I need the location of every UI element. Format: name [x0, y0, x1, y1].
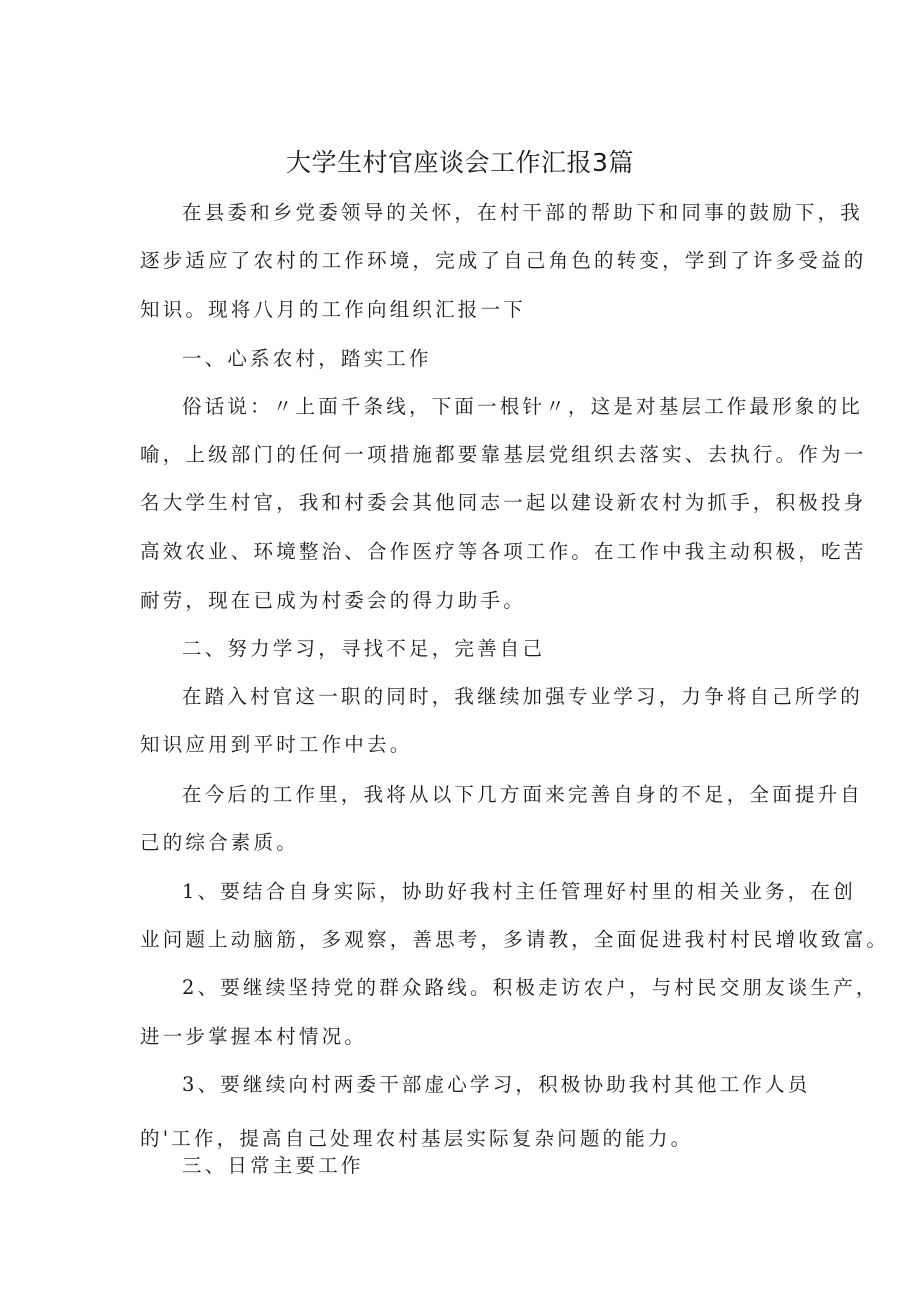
paragraph-line: 逐步适应了农村的工作环境，完成了自己角色的转变，学到了许多受益的	[140, 249, 867, 272]
list-item-line: 的'工作，提高自己处理农村基层实际复杂问题的能力。	[140, 1127, 694, 1150]
paragraph-line: 俗话说：〃上面千条线，下面一根针〃，这是对基层工作最形象的比	[182, 395, 864, 418]
paragraph-line: 己的综合素质。	[140, 831, 299, 854]
paragraph-line: 在今后的工作里，我将从以下几方面来完善自身的不足，全面提升自	[182, 783, 864, 806]
list-item-line: 进一步掌握本村情况。	[140, 1025, 368, 1048]
list-item-line: 2、要继续坚持党的群众路线。积极走访农户，与村民交朋友谈生产，	[182, 976, 879, 999]
paragraph-line: 高效农业、环境整治、合作医疗等各项工作。在工作中我主动积极，吃苦	[140, 540, 867, 563]
paragraph-line: 在县委和乡党委领导的关怀，在村干部的帮助下和同事的鼓励下，我	[182, 201, 864, 224]
paragraph-line: 知识应用到平时工作中去。	[140, 733, 413, 756]
paragraph-line: 耐劳，现在已成为村委会的得力助手。	[140, 589, 526, 612]
document-title: 大学生村官座谈会工作汇报3篇	[286, 148, 634, 177]
paragraph-line: 名大学生村官，我和村委会其他同志一起以建设新农村为抓手，积极投身	[140, 491, 867, 514]
paragraph-line: 在踏入村官这一职的同时，我继续加强专业学习，力争将自己所学的	[182, 685, 864, 708]
list-item-line: 1、要结合自身实际，协助好我村主任管理好村里的相关业务，在创	[182, 880, 856, 903]
paragraph-line: 喻，上级部门的任何一项措施都要靠基层党组织去落实、去执行。作为一	[140, 443, 867, 466]
list-item-line: 业问题上动脑筋，多观察，善思考，多请教，全面促进我村村民增收致富。	[140, 928, 890, 951]
paragraph-line: 知识。现将八月的工作向组织汇报一下	[140, 298, 526, 321]
section-heading: 一、心系农村，踏实工作	[182, 347, 432, 370]
section-heading: 二、努力学习，寻找不足，完善自己	[182, 637, 546, 660]
list-item-line: 3、要继续向村两委干部虚心学习，积极协助我村其他工作人员	[182, 1073, 811, 1096]
section-heading: 三、日常主要工作	[182, 1154, 364, 1177]
